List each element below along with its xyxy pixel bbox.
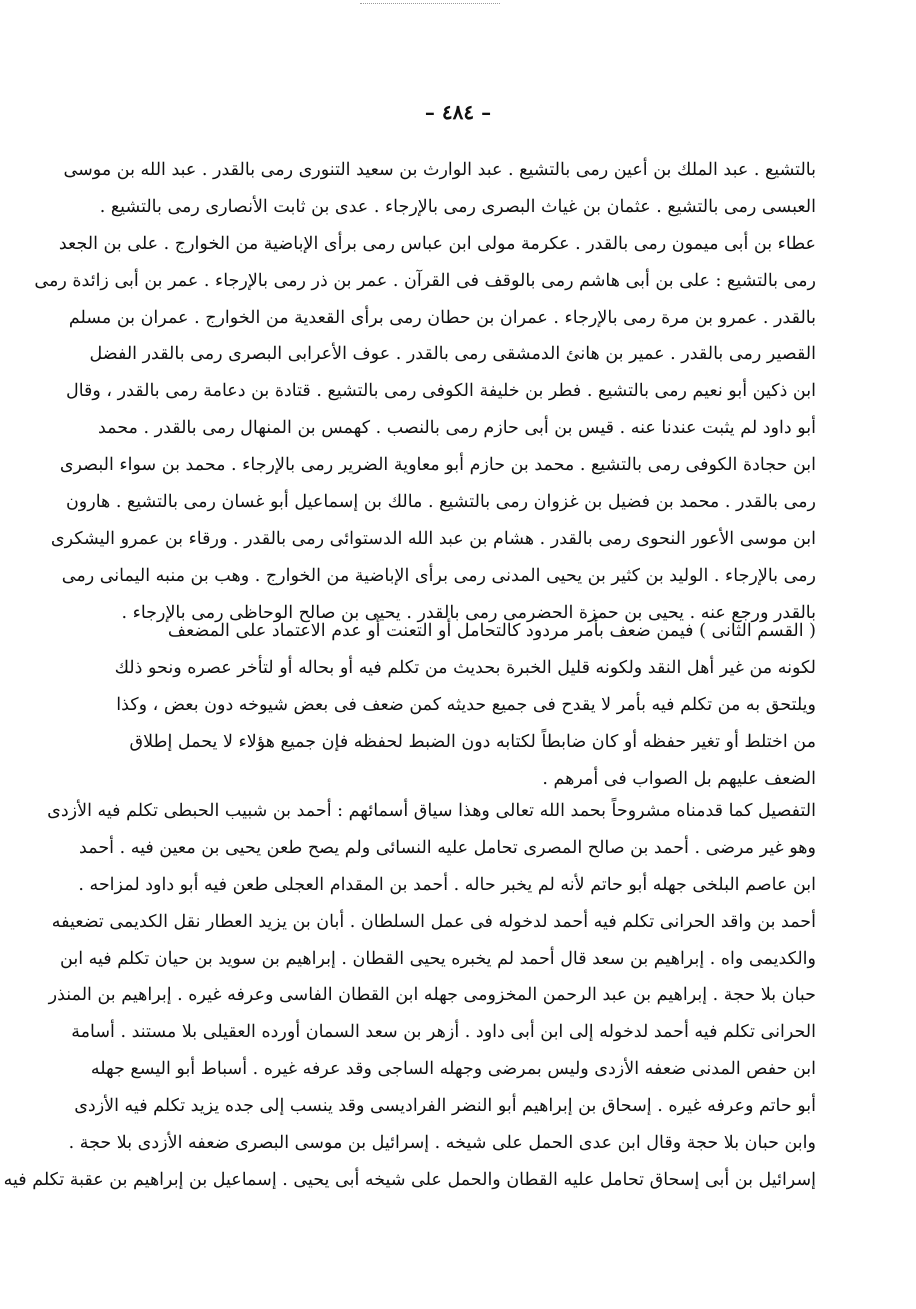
- text-line: بالقدر . عمرو بن مرة رمى بالإرجاء . عمران بن حطان رمى برأى القعدية من الخوارج . عمران بن مسلم: [68, 307, 816, 328]
- text-line: ( القسم الثانى ) فيمن ضعف بأمر مردود كالتحامل أو التعنت أو عدم الاعتماد على المضعف: [167, 621, 816, 641]
- text-line: بالتشيع . عبد الملك بن أعين رمى بالتشيع . عبد الوارث بن سعيد التنورى رمى بالقدر . عبد الله بن موسى: [63, 160, 816, 180]
- text-line: القصير رمى بالقدر . عمير بن هانئ الدمشقى رمى بالقدر . عوف الأعرابى البصرى رمى بالقدر الفضل: [89, 344, 816, 365]
- text-line: الحرانى تكلم فيه أحمد لدخوله إلى ابن أبى داود . أزهر بن سعد السمان أورده العقيلى بلا مستند . أسامة: [71, 1022, 816, 1043]
- text-line: رمى بالتشيع : على بن أبى هاشم رمى بالوقف فى القرآن . عمر بن ذر رمى بالإرجاء . عمر بن أبى زائدة رمى: [34, 270, 816, 291]
- text-line: عطاء بن أبى ميمون رمى بالقدر . عكرمة مولى ابن عباس رمى برأى الإباضية من الخوارج . على بن الجعد: [58, 233, 816, 254]
- paragraph-first: [34, 152, 816, 632]
- text-line: رمى بالإرجاء . الوليد بن كثير بن يحيى المدنى رمى برأى الإباضية من الخوارج . وهب بن منبه اليمانى رمى: [61, 565, 816, 586]
- text-line: ابن موسى الأعور النحوى رمى بالقدر . هشام بن عبد الله الدستوائى رمى بالقدر . ورقاء بن عمرو اليشكرى: [50, 528, 816, 549]
- paragraph-section-two: [102, 613, 816, 797]
- text-line: رمى بالقدر . محمد بن فضيل بن غزوان رمى بالتشيع . مالك بن إسماعيل أبو غسان رمى بالتشيع . هارون: [65, 492, 816, 513]
- text-line: بالقدر ورجع عنه . يحيى بن حمزة الحضرمى رمى بالقدر . يحيى بن صالح الوحاظى رمى بالإرجاء .: [121, 602, 816, 623]
- text-line: الضعف عليهم بل الصواب فى أمرهم .: [542, 768, 816, 789]
- text-line: أبو حاتم وعرفه غيره . إسحاق بن إبراهيم أبو النضر الفراديسى وقد ينسب إلى جده يزيد تكلم فيه الأزدى: [74, 1096, 816, 1117]
- text-line: ابن ذكين أبو نعيم رمى بالتشيع . فطر بن خليفة الكوفى رمى بالتشيع . قتادة بن دعامة رمى بالقدر ، وقال: [66, 381, 816, 402]
- text-line: أبو داود لم يثبت عندنا عنه . قيس بن أبى حازم رمى بالنصب . كهمس بن المنهال رمى بالقدر . محمد: [97, 418, 816, 439]
- text-line: وابن حبان بلا حجة وقال ابن عدى الحمل على شيخه . إسرائيل بن موسى البصرى ضعفه الأزدى بلا حجة .: [68, 1133, 816, 1154]
- text-line: ابن عاصم البلخى جهله أبو حاتم لأنه لم يخبر حاله . أحمد بن المقدام العجلى طعن فيه أبو داود لمزاحه .: [78, 874, 816, 895]
- paragraph-detail: [3, 793, 816, 1199]
- text-line: حبان بلا حجة . إبراهيم بن عبد الرحمن المخزومى جهله ابن القطان الفاسى وعرفه غيره . إبراهيم بن المنذر: [48, 985, 816, 1006]
- text-line: إسرائيل بن أبى إسحاق تحامل عليه القطان والحمل على شيخه أبى يحيى . إسماعيل بن إبراهيم بن عقبة تكلم فيه: [3, 1169, 816, 1190]
- text-line: وهو غير مرضى . أحمد بن صالح المصرى تحامل عليه النسائى ولم يصح طعن يحيى بن معين فيه . أحمد: [79, 837, 816, 858]
- text-line: والكديمى واه . إبراهيم بن سعد قال أحمد لم يخبره يحيى القطان . إبراهيم بن سويد بن حيان تكلم فيه ابن: [60, 948, 816, 969]
- text-line: التفصيل كما قدمناه مشروحاً بحمد الله تعالى وهذا سياق أسمائهم : أحمد بن شبيب الحبطى تكلم فيه الأزدى: [47, 801, 816, 821]
- text-line: ابن حفص المدنى ضعفه الأزدى وليس بمرضى وجهله الساجى وقد عرفه غيره . أسباط أبو اليسع جهله: [90, 1059, 816, 1080]
- text-line: من اختلط أو تغير حفظه أو كان ضابطاً لكتابه دون الضبط لحفظه فإن جميع هؤلاء لا يحمل إطلاق: [129, 731, 816, 752]
- page-number: – ٤٨٤ –: [424, 100, 492, 124]
- top-divider: [360, 3, 500, 4]
- text-line: ابن حجادة الكوفى رمى بالتشيع . محمد بن حازم أبو معاوية الضرير رمى بالإرجاء . محمد بن سواء البصرى: [59, 455, 816, 476]
- text-line: لكونه من غير أهل النقد ولكونه قليل الخبرة بحديث من تكلم فيه أو بحاله أو لتأخر عصره ونحو ذلك: [114, 657, 816, 678]
- text-line: العبسى رمى بالتشيع . عثمان بن غياث البصرى رمى بالإرجاء . عدى بن ثابت الأنصارى رمى بالتشيع .: [99, 196, 816, 217]
- text-line: ويلتحق به من تكلم فيه بأمر لا يقدح فى جميع حديثه كمن ضعف فى بعض شيوخه دون بعض ، وكذا: [116, 694, 816, 715]
- text-line: أحمد بن واقد الحرانى تكلم فيه أحمد لدخوله فى عمل السلطان . أبان بن يزيد العطار نقل الكديمى تضعيفه: [51, 911, 816, 932]
